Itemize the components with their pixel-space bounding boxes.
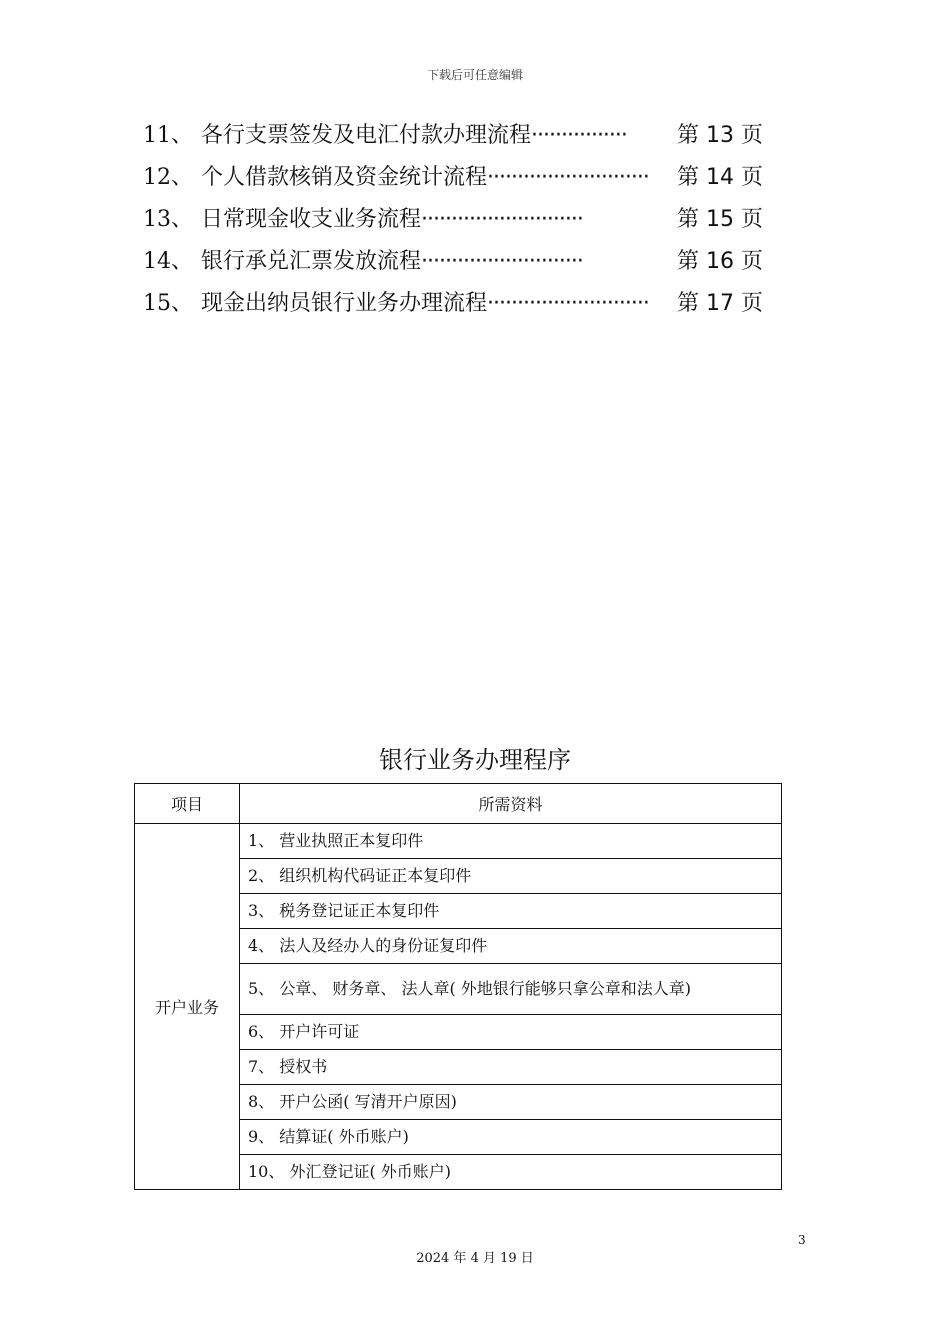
toc-item-number: 12、 — [143, 165, 193, 190]
toc-item-title: 现金出纳员银行业务办理流程 — [201, 291, 488, 316]
toc-item-number: 11、 — [143, 123, 193, 148]
table-cell: 7、 授权书 — [240, 1050, 782, 1085]
table-cell: 6、 开户许可证 — [240, 1015, 782, 1050]
toc-item-page: 第 17 页 — [677, 291, 763, 316]
table-cell: 9、 结算证( 外币账户) — [240, 1120, 782, 1155]
table-cell: 3、 税务登记证正本复印件 — [240, 894, 782, 929]
column-header-materials: 所需资料 — [240, 784, 782, 824]
table-cell: 2、 组织机构代码证正本复印件 — [240, 859, 782, 894]
toc-item-title-wrap — [201, 160, 677, 191]
page-header: 下载后可任意编辑 — [426, 68, 523, 82]
toc-item-page: 第 14 页 — [677, 165, 763, 190]
toc-item-title-wrap — [201, 286, 677, 317]
toc-item[interactable] — [143, 160, 763, 202]
toc-item-leader: ··························· — [421, 207, 583, 232]
document-title: 银行业务办理程序 — [379, 746, 571, 774]
table-row — [135, 824, 782, 859]
toc-item-title-wrap — [201, 202, 677, 233]
toc-item-leader: ················ — [531, 123, 627, 148]
table-cell: 10、 外汇登记证( 外币账户) — [240, 1155, 782, 1190]
procedure-table — [134, 783, 782, 1190]
toc-item-leader: ··························· — [487, 291, 649, 316]
toc-item-title-wrap — [201, 118, 677, 149]
toc-item-page: 第 13 页 — [677, 123, 763, 148]
footer-date: 2024 年 4 月 19 日 — [416, 1251, 534, 1266]
toc-item-title: 日常现金收支业务流程 — [201, 207, 422, 232]
toc-item-leader: ··························· — [487, 165, 649, 190]
table-cell: 1、 营业执照正本复印件 — [240, 824, 782, 859]
table-cell: 8、 开户公函( 写清开户原因) — [240, 1085, 782, 1120]
table-of-contents — [143, 118, 763, 328]
toc-item-number: 13、 — [143, 207, 193, 232]
toc-item[interactable] — [143, 118, 763, 160]
toc-item[interactable] — [143, 286, 763, 328]
table-cell: 5、 公章、 财务章、 法人章( 外地银行能够只拿公章和法人章) — [240, 964, 782, 1015]
toc-item-number: 14、 — [143, 249, 193, 274]
page-number: 3 — [798, 1233, 806, 1247]
toc-item-title-wrap — [201, 244, 677, 275]
toc-item-page: 第 15 页 — [677, 207, 763, 232]
column-header-item: 项目 — [135, 784, 240, 824]
table-cell: 4、 法人及经办人的身份证复印件 — [240, 929, 782, 964]
toc-item-number: 15、 — [143, 291, 193, 316]
toc-item-leader: ··························· — [421, 249, 583, 274]
toc-item-title: 银行承兑汇票发放流程 — [201, 249, 422, 274]
toc-item[interactable] — [143, 202, 763, 244]
category-cell: 开户业务 — [135, 824, 240, 1190]
table-header-row — [135, 784, 782, 824]
toc-item[interactable] — [143, 244, 763, 286]
toc-item-title: 各行支票签发及电汇付款办理流程 — [201, 123, 532, 148]
toc-item-title: 个人借款核销及资金统计流程 — [201, 165, 488, 190]
toc-item-page: 第 16 页 — [677, 249, 763, 274]
